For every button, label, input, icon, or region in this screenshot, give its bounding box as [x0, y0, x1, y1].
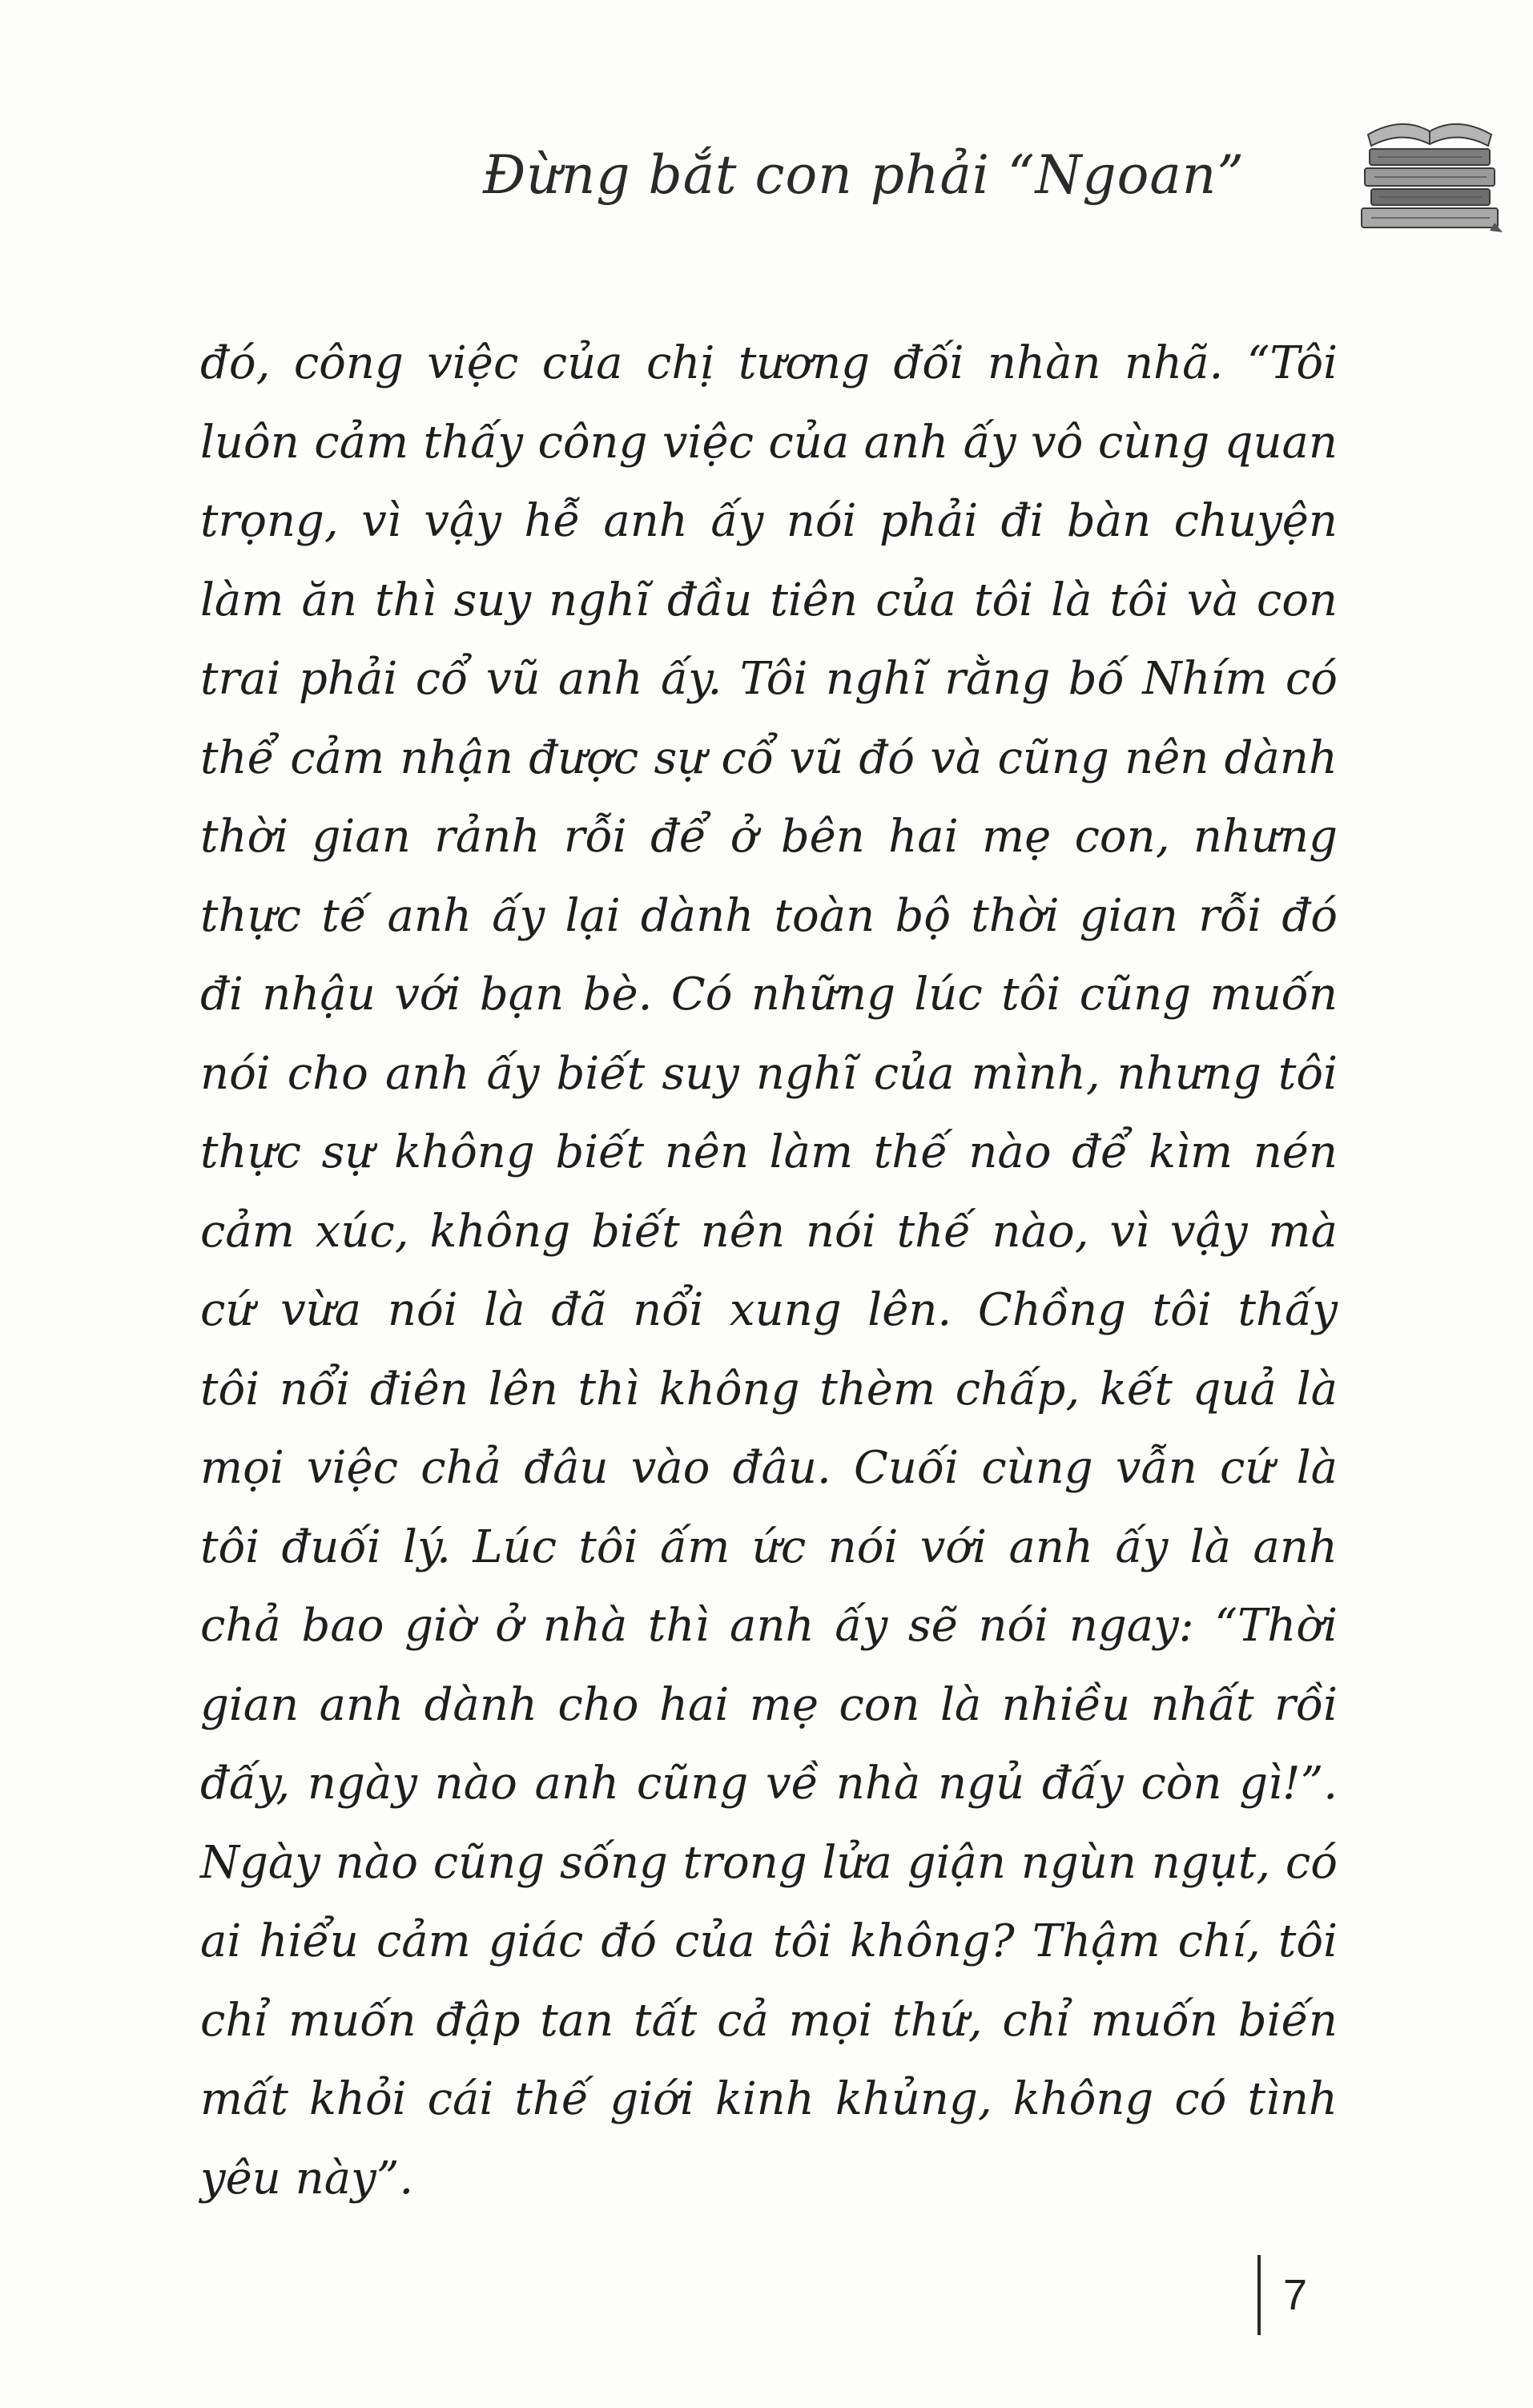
- running-header-title: Đừng bắt con phải “Ngoan”: [482, 144, 1245, 206]
- text-line: thời gian rảnh rỗi để ở bên hai mẹ con, nhưng: [200, 811, 1338, 863]
- text-line: đấy, ngày nào anh cũng về nhà ngủ đấy còn gì!”.: [200, 1758, 1338, 1810]
- text-line: chỉ muốn đập tan tất cả mọi thứ, chỉ muốn biến: [200, 1994, 1338, 2047]
- text-line: làm ăn thì suy nghĩ đầu tiên của tôi là tôi và con: [200, 574, 1338, 626]
- text-line: chả bao giờ ở nhà thì anh ấy sẽ nói ngay: “Thời: [200, 1600, 1338, 1652]
- text-line: trai phải cổ vũ anh ấy. Tôi nghĩ rằng bố Nhím có: [200, 653, 1338, 705]
- text-line: tôi đuối lý. Lúc tôi ấm ức nói với anh ấy là anh: [200, 1520, 1338, 1573]
- text-line: tôi nổi điên lên thì không thèm chấp, kết quả là: [200, 1363, 1338, 1415]
- text-line: cứ vừa nói là đã nổi xung lên. Chồng tôi thấy: [200, 1284, 1338, 1336]
- text-line: gian anh dành cho hai mẹ con là nhiều nhất rồi: [200, 1678, 1338, 1731]
- text-line: thực sự không biết nên làm thế nào để kìm nén: [200, 1126, 1338, 1178]
- text-line: Ngày nào cũng sống trong lửa giận ngùn ngụt, có: [200, 1836, 1338, 1889]
- text-line: đó, công việc của chị tương đối nhàn nhã. “Tôi: [200, 337, 1338, 389]
- text-line: cảm xúc, không biết nên nói thế nào, vì vậy mà: [200, 1205, 1338, 1258]
- text-line: nói cho anh ấy biết suy nghĩ của mình, nhưng tôi: [200, 1047, 1338, 1100]
- text-line: thể cảm nhận được sự cổ vũ đó và cũng nên dành: [200, 731, 1338, 784]
- text-line: mất khỏi cái thế giới kinh khủng, không có tình: [200, 2073, 1338, 2125]
- page-folio: [1257, 2251, 1307, 2339]
- text-line: ai hiểu cảm giác đó của tôi không? Thậm chí, tôi: [200, 1915, 1338, 1967]
- text-line: trọng, vì vậy hễ anh ấy nói phải đi bàn chuyện: [200, 495, 1338, 547]
- body-paragraph: [200, 324, 1338, 2218]
- stacked-books-icon: [1354, 111, 1506, 255]
- folio-divider: [1257, 2255, 1261, 2335]
- text-line: luôn cảm thấy công việc của anh ấy vô cùng quan: [200, 416, 1338, 469]
- text-line: thực tế anh ấy lại dành toàn bộ thời gian rỗi đó: [200, 889, 1338, 942]
- page-number: 7: [1283, 2271, 1308, 2319]
- text-line: mọi việc chả đâu vào đâu. Cuối cùng vẫn cứ là: [200, 1442, 1338, 1494]
- text-line: yêu này”.: [200, 2152, 414, 2205]
- text-line: đi nhậu với bạn bè. Có những lúc tôi cũng muốn: [200, 968, 1338, 1021]
